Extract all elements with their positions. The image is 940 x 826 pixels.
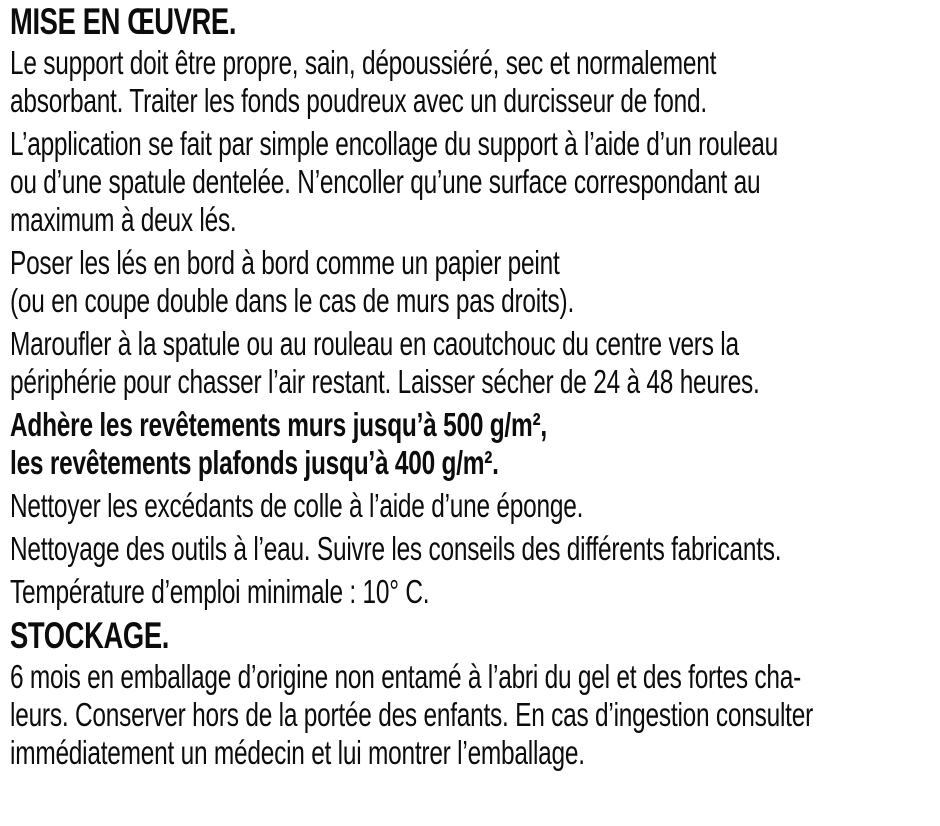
paragraph-line: leurs. Conserver hors de la portée des enfants. En cas d’ingestion consulter	[10, 696, 814, 733]
paragraph-poser-les	[10, 244, 940, 320]
section-heading-mise-en-oeuvre	[10, 2, 940, 42]
paragraph-nettoyer-colle	[10, 487, 940, 525]
paragraph-line: absorbant. Traiter les fonds poudreux avec un durcisseur de fond.	[10, 82, 707, 119]
paragraph-stockage	[10, 658, 940, 772]
paragraph-line: Température d’emploi minimale : 10° C.	[10, 573, 430, 610]
paragraph-adherence-bold	[10, 406, 940, 482]
paragraph-line: Adhère les revêtements murs jusqu’à 500 g/m²,	[10, 406, 547, 443]
paragraph-maroufler	[10, 325, 940, 401]
heading-text: STOCKAGE.	[10, 615, 169, 656]
paragraph-line: Maroufler à la spatule ou au rouleau en caoutchouc du centre vers la	[10, 325, 739, 362]
paragraph-line: Nettoyer les excédants de colle à l’aide d’une éponge.	[10, 487, 584, 524]
instruction-text-block	[10, 2, 940, 772]
paragraph-line: Le support doit être propre, sain, dépoussiéré, sec et normalement	[10, 44, 717, 81]
paragraph-line: 6 mois en emballage d’origine non entamé à l’abri du gel et des fortes cha-	[10, 658, 802, 695]
paragraph-line: maximum à deux lés.	[10, 201, 237, 238]
paragraph-application	[10, 125, 940, 239]
paragraph-support	[10, 44, 940, 120]
paragraph-line: L’application se fait par simple encollage du support à l’aide d’un rouleau	[10, 125, 779, 162]
paragraph-line: Nettoyage des outils à l’eau. Suivre les conseils des différents fabricants.	[10, 530, 782, 567]
paragraph-line: périphérie pour chasser l’air restant. Laisser sécher de 24 à 48 heures.	[10, 363, 760, 400]
paragraph-line: les revêtements plafonds jusqu’à 400 g/m².	[10, 444, 499, 481]
paragraph-line: ou d’une spatule dentelée. N’encoller qu’une surface correspondant au	[10, 163, 761, 200]
paragraph-nettoyage-outils	[10, 530, 940, 568]
paragraph-line: immédiatement un médecin et lui montrer l’emballage.	[10, 734, 585, 771]
paragraph-line: Poser les lés en bord à bord comme un papier peint	[10, 244, 560, 281]
heading-text: MISE EN ŒUVRE.	[10, 1, 237, 42]
paragraph-temperature	[10, 573, 940, 611]
paragraph-line: (ou en coupe double dans le cas de murs pas droits).	[10, 282, 575, 319]
section-heading-stockage	[10, 616, 940, 656]
